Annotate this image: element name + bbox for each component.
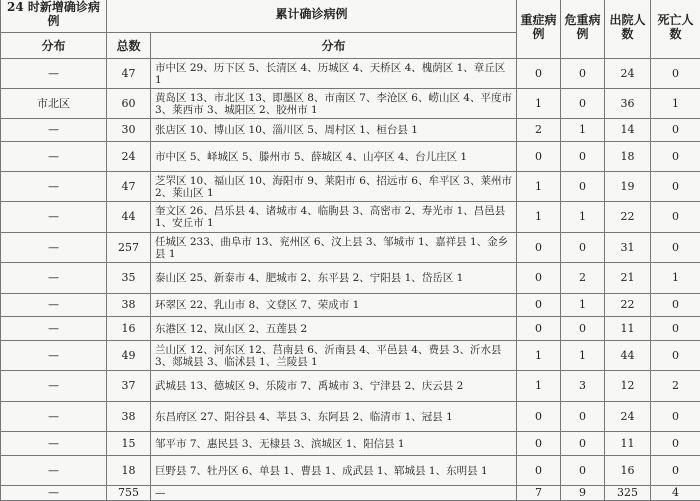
total-cell: 257 (107, 233, 151, 263)
table-row (1, 202, 700, 233)
total-cell: 15 (107, 432, 151, 456)
discharged-cell: 36 (605, 89, 651, 119)
severe-cell: 0 (517, 402, 561, 432)
discharged-cell: 24 (605, 59, 651, 89)
total-cell: 30 (107, 119, 151, 142)
critical-cell: 0 (561, 142, 605, 172)
deaths-cell: 0 (651, 172, 700, 202)
total-cell: 24 (107, 142, 151, 172)
distribution-cell: — (151, 486, 517, 501)
header-discharged: 出院人数 (605, 0, 651, 59)
critical-cell: 0 (561, 402, 605, 432)
table-row (1, 233, 700, 263)
discharged-cell: 16 (605, 456, 651, 486)
severe-cell: 7 (517, 486, 561, 501)
total-cell: 44 (107, 202, 151, 233)
discharged-cell: 21 (605, 263, 651, 294)
critical-cell: 0 (561, 59, 605, 89)
deaths-cell: 2 (651, 371, 700, 402)
header-cumulative-confirmed: 累计确诊病例 (107, 0, 517, 33)
header-deaths: 死亡人数 (651, 0, 700, 59)
distribution-cell: 泰山区 25、新泰市 4、肥城市 2、东平县 2、宁阳县 1、岱岳区 1 (151, 263, 517, 294)
discharged-cell: 31 (605, 233, 651, 263)
header-critical: 危重病例 (561, 0, 605, 59)
distribution-cell: 东港区 12、岚山区 2、五莲县 2 (151, 317, 517, 341)
severe-cell: 0 (517, 432, 561, 456)
table-row (1, 263, 700, 294)
new-distribution-cell: — (1, 456, 107, 486)
table-row (1, 294, 700, 317)
deaths-cell: 1 (651, 89, 700, 119)
new-distribution-cell: — (1, 317, 107, 341)
severe-cell: 1 (517, 202, 561, 233)
distribution-cell: 邹平市 7、惠民县 3、无棣县 3、滨城区 1、阳信县 1 (151, 432, 517, 456)
new-distribution-cell: — (1, 172, 107, 202)
critical-cell: 0 (561, 317, 605, 341)
distribution-cell: 东昌府区 27、阳谷县 4、莘县 3、东阿县 2、临清市 1、冠县 1 (151, 402, 517, 432)
table-row (1, 456, 700, 486)
table-row (1, 341, 700, 371)
total-row (1, 486, 700, 501)
new-distribution-cell: — (1, 341, 107, 371)
total-cell: 37 (107, 371, 151, 402)
deaths-cell: 0 (651, 456, 700, 486)
total-cell: 38 (107, 294, 151, 317)
severe-cell: 1 (517, 341, 561, 371)
new-distribution-cell: — (1, 486, 107, 501)
discharged-cell: 44 (605, 341, 651, 371)
distribution-cell: 任城区 233、曲阜市 13、兖州区 6、汶上县 3、邹城市 1、嘉祥县 1、金乡县 1 (151, 233, 517, 263)
discharged-cell: 19 (605, 172, 651, 202)
total-cell: 35 (107, 263, 151, 294)
severe-cell: 2 (517, 119, 561, 142)
critical-cell: 1 (561, 119, 605, 142)
header-total: 总数 (107, 33, 151, 59)
header-distribution: 分布 (1, 33, 107, 59)
severe-cell: 0 (517, 233, 561, 263)
new-distribution-cell: 市北区 (1, 89, 107, 119)
distribution-cell: 张店区 10、博山区 10、淄川区 5、周村区 1、桓台县 1 (151, 119, 517, 142)
deaths-cell: 0 (651, 294, 700, 317)
critical-cell: 9 (561, 486, 605, 501)
table-row (1, 142, 700, 172)
deaths-cell: 0 (651, 59, 700, 89)
severe-cell: 1 (517, 172, 561, 202)
distribution-cell: 环翠区 22、乳山市 8、文登区 7、荣成市 1 (151, 294, 517, 317)
total-cell: 16 (107, 317, 151, 341)
header-row-1 (1, 0, 700, 33)
new-distribution-cell: — (1, 119, 107, 142)
table-row (1, 432, 700, 456)
deaths-cell: 0 (651, 341, 700, 371)
table-row (1, 59, 700, 89)
critical-cell: 0 (561, 456, 605, 486)
discharged-cell: 325 (605, 486, 651, 501)
discharged-cell: 18 (605, 142, 651, 172)
total-cell: 60 (107, 89, 151, 119)
severe-cell: 1 (517, 371, 561, 402)
deaths-cell: 0 (651, 119, 700, 142)
critical-cell: 0 (561, 89, 605, 119)
deaths-cell: 0 (651, 317, 700, 341)
severe-cell: 0 (517, 142, 561, 172)
header-severe: 重症病例 (517, 0, 561, 59)
discharged-cell: 22 (605, 294, 651, 317)
deaths-cell: 0 (651, 142, 700, 172)
distribution-cell: 市中区 29、历下区 5、长清区 4、历城区 4、天桥区 4、槐荫区 1、章丘区 1 (151, 59, 517, 89)
total-cell: 47 (107, 172, 151, 202)
total-cell: 755 (107, 486, 151, 501)
discharged-cell: 22 (605, 202, 651, 233)
discharged-cell: 11 (605, 432, 651, 456)
new-distribution-cell: — (1, 233, 107, 263)
table-row (1, 317, 700, 341)
critical-cell: 1 (561, 294, 605, 317)
critical-cell: 1 (561, 202, 605, 233)
new-distribution-cell: — (1, 402, 107, 432)
deaths-cell: 1 (651, 263, 700, 294)
severe-cell: 0 (517, 59, 561, 89)
distribution-cell: 巨野县 7、牡丹区 6、单县 1、曹县 1、成武县 1、郓城县 1、东明县 1 (151, 456, 517, 486)
total-cell: 49 (107, 341, 151, 371)
critical-cell: 0 (561, 432, 605, 456)
deaths-cell: 0 (651, 233, 700, 263)
distribution-cell: 兰山区 12、河东区 12、莒南县 6、沂南县 4、平邑县 4、费县 3、沂水县 3、郯城县 3、临沭县 1、兰陵县 1 (151, 341, 517, 371)
header-distribution-2: 分布 (151, 33, 517, 59)
new-distribution-cell: — (1, 432, 107, 456)
distribution-cell: 芝罘区 10、福山区 10、海阳市 9、莱阳市 6、招远市 6、牟平区 3、莱州市 2、莱山区 1 (151, 172, 517, 202)
new-distribution-cell: — (1, 142, 107, 172)
table-row (1, 402, 700, 432)
deaths-cell: 0 (651, 202, 700, 233)
severe-cell: 0 (517, 456, 561, 486)
distribution-cell: 黄岛区 13、市北区 13、即墨区 8、市南区 7、李沧区 6、崂山区 4、平度市 3、莱西市 3、城阳区 2、胶州市 1 (151, 89, 517, 119)
severe-cell: 0 (517, 294, 561, 317)
total-cell: 18 (107, 456, 151, 486)
severe-cell: 1 (517, 89, 561, 119)
discharged-cell: 12 (605, 371, 651, 402)
new-distribution-cell: — (1, 294, 107, 317)
severe-cell: 0 (517, 317, 561, 341)
discharged-cell: 24 (605, 402, 651, 432)
table-row (1, 89, 700, 119)
critical-cell: 2 (561, 263, 605, 294)
severe-cell: 0 (517, 263, 561, 294)
deaths-cell: 0 (651, 432, 700, 456)
critical-cell: 3 (561, 371, 605, 402)
table-row (1, 371, 700, 402)
distribution-cell: 武城县 13、德城区 9、乐陵市 7、禹城市 3、宁津县 2、庆云县 2 (151, 371, 517, 402)
critical-cell: 0 (561, 172, 605, 202)
critical-cell: 0 (561, 233, 605, 263)
table-row (1, 119, 700, 142)
total-cell: 38 (107, 402, 151, 432)
deaths-cell: 0 (651, 402, 700, 432)
table-row (1, 172, 700, 202)
discharged-cell: 14 (605, 119, 651, 142)
distribution-cell: 奎文区 26、昌乐县 4、诸城市 4、临朐县 3、高密市 2、寿光市 1、昌邑县 1、安丘市 1 (151, 202, 517, 233)
total-cell: 47 (107, 59, 151, 89)
discharged-cell: 11 (605, 317, 651, 341)
new-distribution-cell: — (1, 59, 107, 89)
new-distribution-cell: — (1, 263, 107, 294)
new-distribution-cell: — (1, 371, 107, 402)
new-distribution-cell: — (1, 202, 107, 233)
header-new-confirmed: 24 时新增确诊病例 (1, 0, 107, 33)
critical-cell: 1 (561, 341, 605, 371)
distribution-cell: 市中区 5、峄城区 5、滕州市 5、薛城区 4、山亭区 4、台儿庄区 1 (151, 142, 517, 172)
deaths-cell: 4 (651, 486, 700, 501)
